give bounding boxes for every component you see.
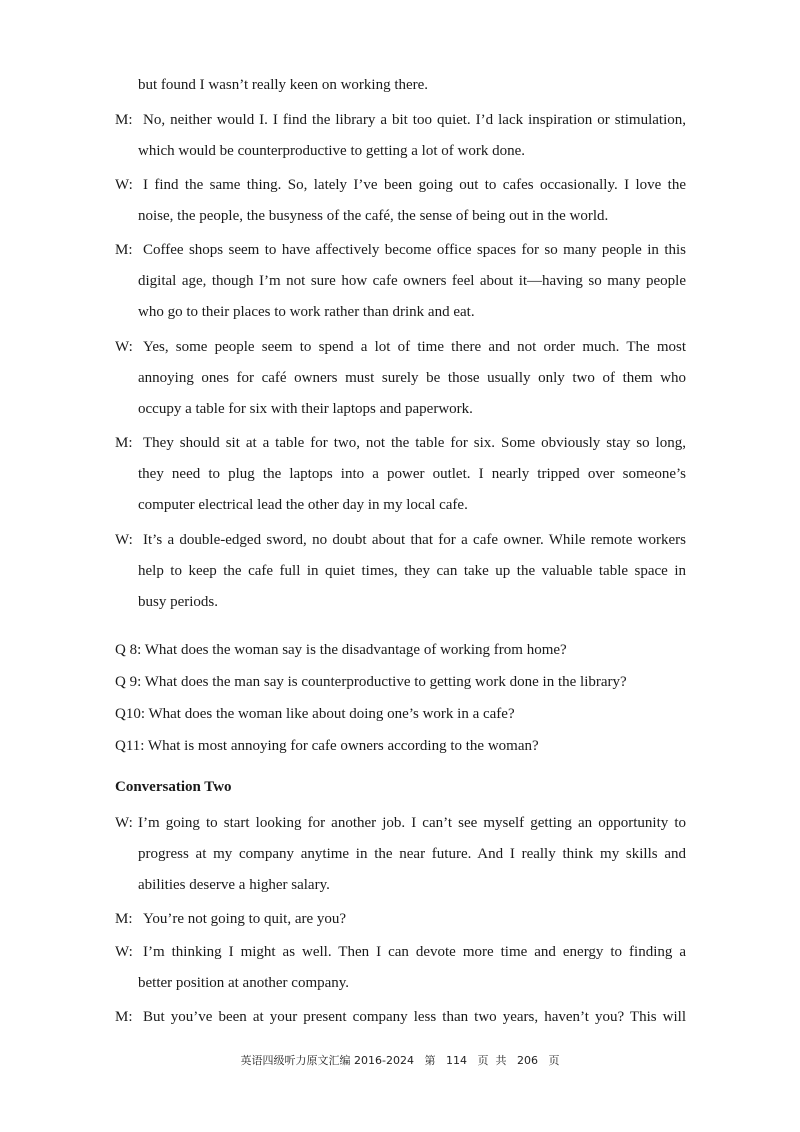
- speaker-label: W:: [115, 339, 133, 355]
- footer-page-mid: 页 共: [477, 1054, 507, 1067]
- dialogue-line: They should sit at a table for two, not the table for six. Some obviously stay so long,: [143, 435, 686, 451]
- dialogue-line: abilities deserve a higher salary.: [138, 877, 330, 893]
- speaker-label: M:: [115, 242, 133, 258]
- dialogue-line: I find the same thing. So, lately I’ve been going out to cafes occasionally. I love the: [143, 177, 686, 193]
- speaker-label: M:: [115, 435, 133, 451]
- dialogue-line: I’m going to start looking for another job. I can’t see myself getting an opportunity to: [138, 815, 686, 831]
- speaker-label: W:: [115, 177, 133, 193]
- dialogue-line: progress at my company anytime in the near future. And I really think my skills and: [138, 846, 686, 862]
- dialogue-line: which would be counterproductive to getting a lot of work done.: [138, 143, 525, 159]
- section-heading: Conversation Two: [115, 779, 232, 795]
- question-item: Q 9: What does the man say is counterproductive to getting work done in the library?: [115, 674, 627, 690]
- footer-page-prefix: 第: [424, 1054, 436, 1067]
- footer-title: 英语四级听力原文汇编 2016-2024: [240, 1054, 414, 1067]
- dialogue-line: noise, the people, the busyness of the café, the sense of being out in the world.: [138, 208, 609, 224]
- dialogue-line: You’re not going to quit, are you?: [143, 911, 347, 927]
- speaker-label: W:: [115, 944, 133, 960]
- dialogue-line: I’m thinking I might as well. Then I can devote more time and energy to finding a: [143, 944, 686, 960]
- dialogue-line: Yes, some people seem to spend a lot of time there and not order much. The most: [143, 339, 686, 355]
- dialogue-line: digital age, though I’m not sure how cafe owners feel about it—having so many people: [138, 273, 686, 289]
- dialogue-line: better position at another company.: [138, 975, 350, 991]
- speaker-label: M:: [115, 911, 133, 927]
- speaker-label: M:: [115, 1009, 133, 1025]
- continuation-line: but found I wasn’t really keen on working there.: [138, 77, 429, 93]
- dialogue-line: It’s a double-edged sword, no doubt about that for a cafe owner. While remote workers: [143, 532, 686, 548]
- dialogue-line: But you’ve been at your present company less than two years, haven’t you? This will: [143, 1009, 686, 1025]
- speaker-label: W:: [115, 815, 133, 831]
- question-item: Q11: What is most annoying for cafe owners according to the woman?: [115, 738, 539, 754]
- footer-page-suffix: 页: [548, 1054, 560, 1067]
- footer-page-number: 114: [445, 1054, 467, 1067]
- question-item: Q10: What does the woman like about doing one’s work in a cafe?: [115, 706, 515, 722]
- dialogue-line: occupy a table for six with their laptops and paperwork.: [138, 401, 473, 417]
- dialogue-line: help to keep the cafe full in quiet times, they can take up the valuable table space in: [138, 563, 686, 579]
- dialogue-line: annoying ones for café owners must surely be those usually only two of them who: [138, 370, 686, 386]
- dialogue-line: busy periods.: [138, 594, 218, 610]
- dialogue-line: who go to their places to work rather than drink and eat.: [138, 304, 475, 320]
- speaker-label: M:: [115, 112, 133, 128]
- dialogue-line: computer electrical lead the other day in my local cafe.: [138, 497, 468, 513]
- question-item: Q 8: What does the woman say is the disadvantage of working from home?: [115, 642, 567, 658]
- dialogue-line: they need to plug the laptops into a power outlet. I nearly tripped over someone’s: [138, 466, 686, 482]
- page-footer: [0, 1053, 800, 1069]
- speaker-label: W:: [115, 532, 133, 548]
- dialogue-line: Coffee shops seem to have affectively become office spaces for so many people in this: [143, 242, 686, 258]
- dialogue-line: No, neither would I. I find the library a bit too quiet. I’d lack inspiration or stimulation,: [143, 112, 686, 128]
- footer-total-pages: 206: [516, 1054, 538, 1067]
